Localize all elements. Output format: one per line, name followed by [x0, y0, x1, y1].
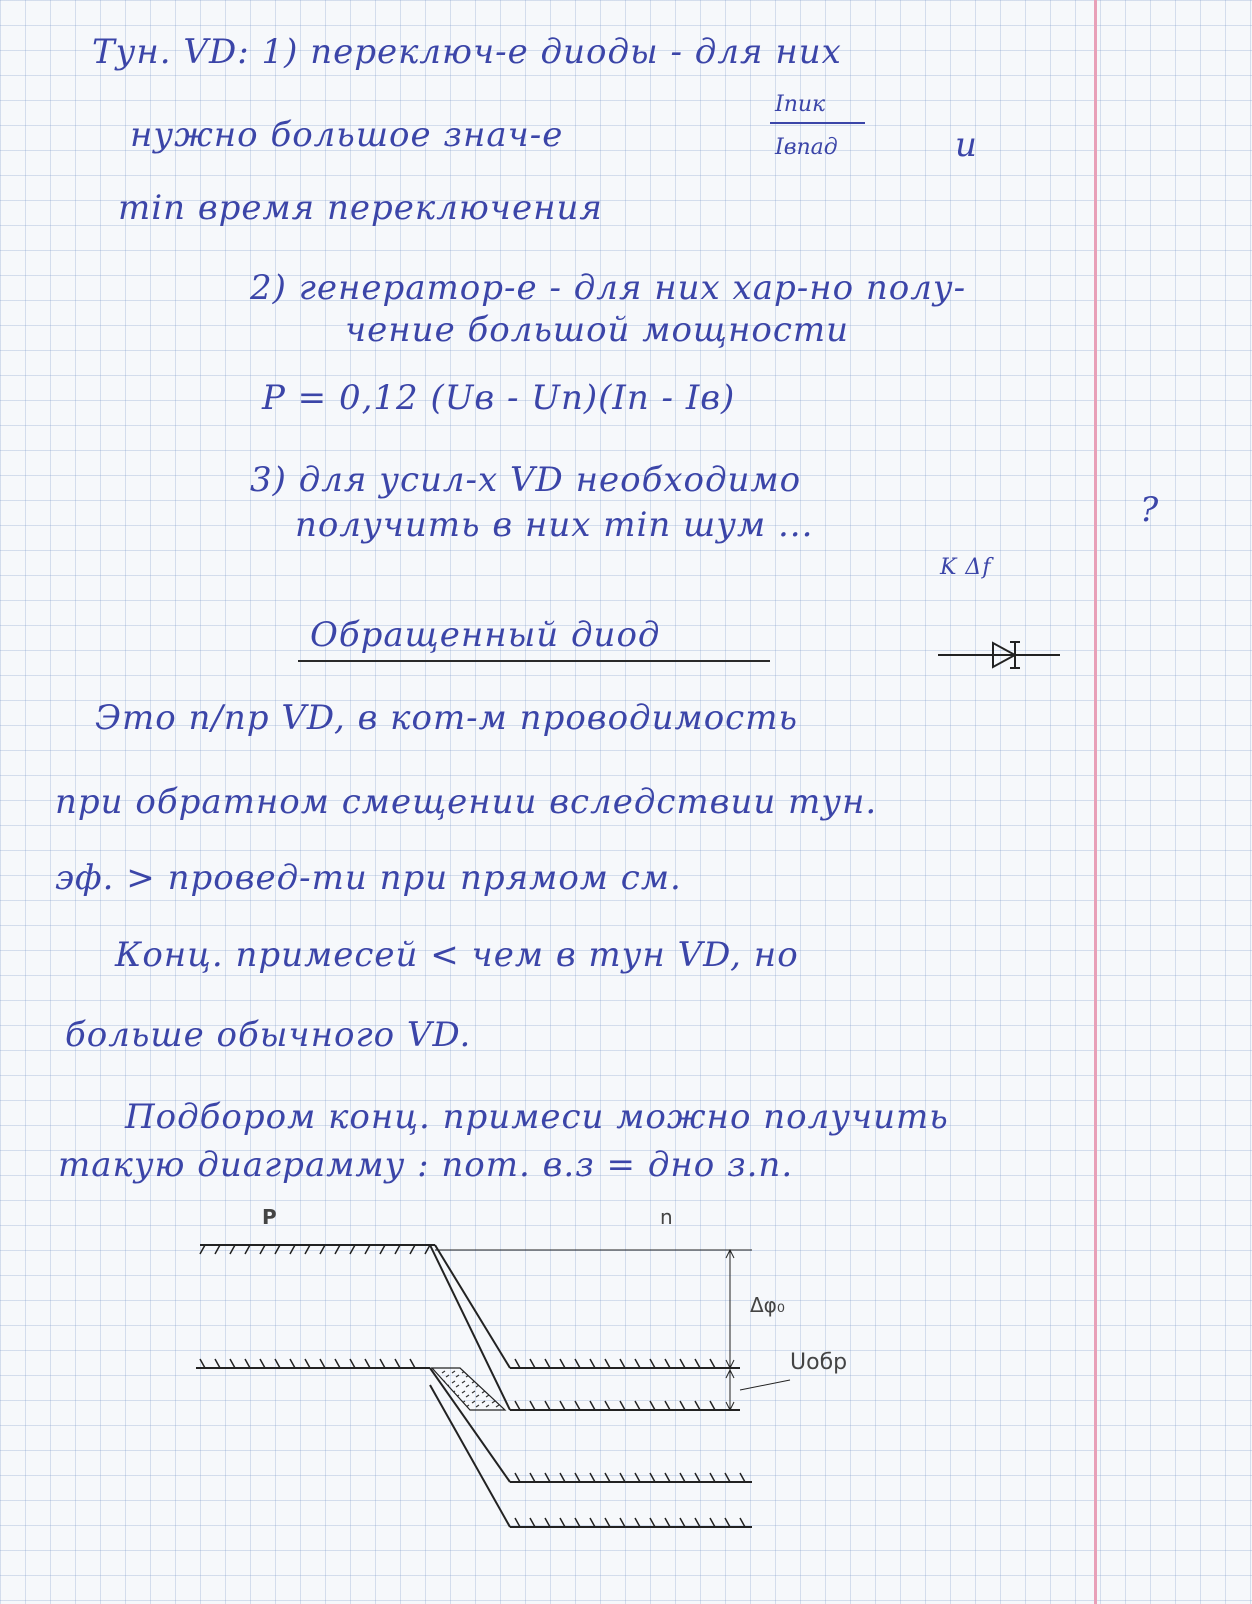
- text-line-4: 2) генератор-е - для них хар-но полу-: [250, 268, 967, 308]
- text-line-2: нужно большое знач-е: [130, 115, 564, 155]
- power-formula: P = 0,12 (Uв - Uп)(Iп - Iв): [262, 378, 736, 418]
- paragraph-line-7: такую диаграмму : пот. в.з = дно з.п.: [58, 1145, 794, 1185]
- text-line-3: min время переключения: [118, 188, 603, 228]
- text-line-2-and: и: [955, 125, 978, 165]
- text-line-1: Тун. VD: 1) переключ-е диоды - для них: [92, 32, 842, 72]
- paragraph-line-2: при обратном смещении вследствии тун.: [55, 782, 878, 822]
- fraction-numerator: Iпик: [775, 92, 826, 117]
- diode-symbol-icon: [938, 642, 1060, 668]
- label-delta-phi: Δφ₀: [750, 1293, 785, 1317]
- section-heading: Обращенный диод: [310, 615, 661, 655]
- label-n-region: n: [660, 1205, 673, 1229]
- label-u-obr: Uобр: [790, 1350, 848, 1375]
- paragraph-line-1: Это п/пр VD, в кот-м проводимость: [95, 698, 798, 738]
- tunneling-region: [432, 1368, 505, 1410]
- paragraph-line-6: Подбором конц. примеси можно получить: [125, 1097, 949, 1137]
- text-line-5: чение большой мощности: [345, 310, 849, 350]
- k-delta-f-note: K Δf: [940, 555, 992, 580]
- label-p-region: P: [262, 1205, 277, 1229]
- paragraph-line-4: Конц. примесей < чем в тун VD, но: [115, 935, 799, 975]
- paragraph-line-3: эф. > провед-ти при прямом см.: [55, 858, 682, 898]
- text-line-7: получить в них min шум ...: [295, 505, 814, 545]
- band-diagram: [196, 1245, 790, 1527]
- text-line-6: 3) для усил-х VD необходимо: [250, 460, 802, 500]
- fraction-denominator: Iвпад: [775, 135, 838, 160]
- question-mark: ?: [1140, 490, 1160, 530]
- paragraph-line-5: больше обычного VD.: [65, 1015, 472, 1055]
